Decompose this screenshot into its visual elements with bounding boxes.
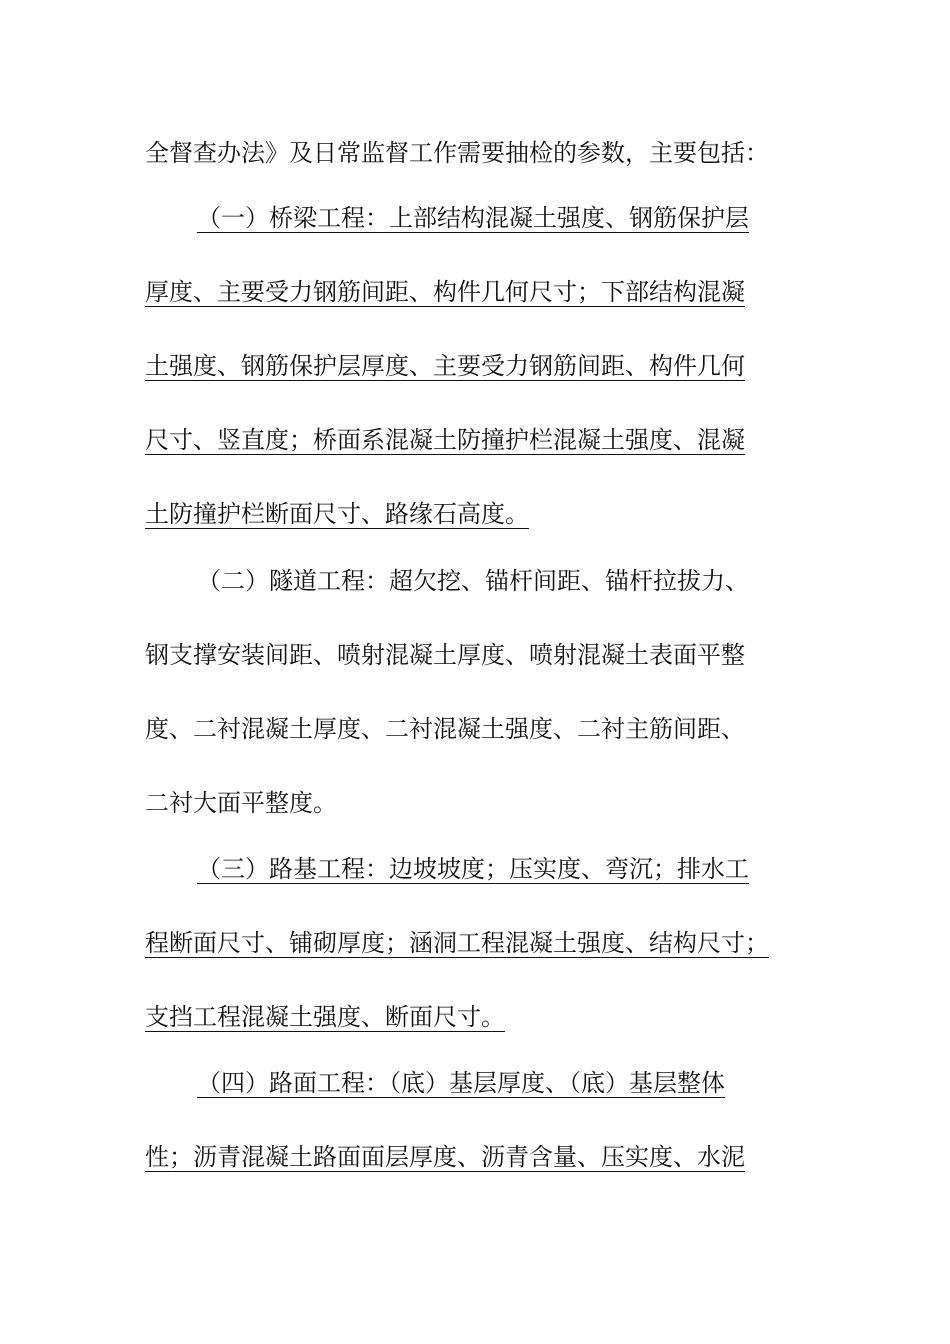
paragraph-line: 度、二衬混凝土厚度、二衬混凝土强度、二衬主筋间距、	[145, 715, 745, 743]
section-bridge-heading-line: （一）桥梁工程：上部结构混凝土强度、钢筋保护层	[197, 204, 749, 232]
paragraph-line: 程断面尺寸、铺砌厚度；涵洞工程混凝土强度、结构尺寸；	[145, 929, 769, 957]
paragraph-line: 钢支撑安装间距、喷射混凝土厚度、喷射混凝土表面平整	[145, 641, 745, 669]
paragraph-line: 土防撞护栏断面尺寸、路缘石高度。	[145, 500, 529, 528]
section-pavement-heading-line: （四）路面工程：（底）基层厚度、（底）基层整体	[197, 1069, 725, 1097]
paragraph-line: 厚度、主要受力钢筋间距、构件几何尺寸；下部结构混凝	[145, 278, 745, 306]
paragraph-line: 土强度、钢筋保护层厚度、主要受力钢筋间距、构件几何	[145, 352, 745, 380]
paragraph-line: 全督查办法》及日常监督工作需要抽检的参数，主要包括：	[145, 139, 769, 167]
paragraph-line: 性；沥青混凝土路面面层厚度、沥青含量、压实度、水泥	[145, 1143, 745, 1171]
paragraph-line: 二衬大面平整度。	[145, 789, 337, 817]
section-roadbed-heading-line: （三）路基工程：边坡坡度；压实度、弯沉；排水工	[197, 855, 749, 883]
section-tunnel-heading-line: （二）隧道工程：超欠挖、锚杆间距、锚杆拉拔力、	[197, 567, 749, 595]
paragraph-line: 支挡工程混凝土强度、断面尺寸。	[145, 1003, 505, 1031]
paragraph-line: 尺寸、竖直度；桥面系混凝土防撞护栏混凝土强度、混凝	[145, 426, 745, 454]
